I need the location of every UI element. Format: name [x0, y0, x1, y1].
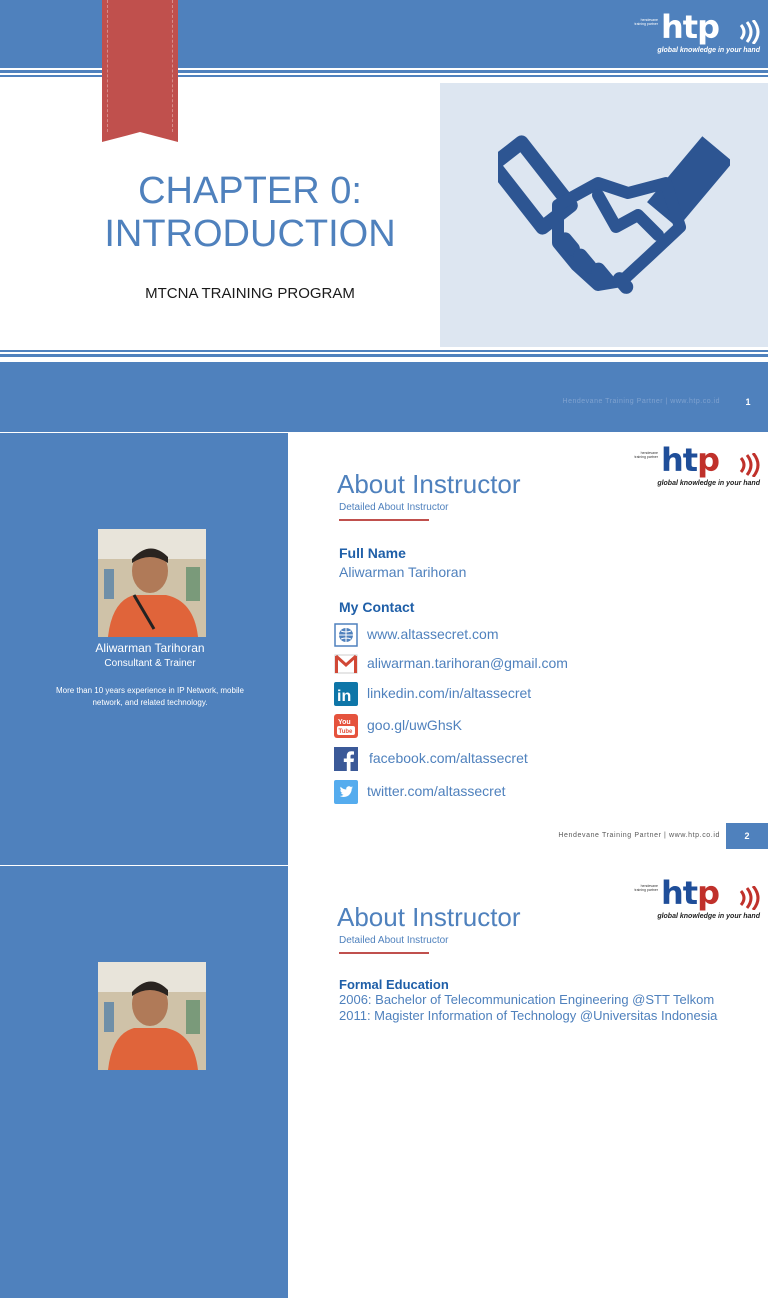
logo-company-text: hendevane training partner: [634, 451, 658, 459]
email-link[interactable]: aliwarman.tarihoran@gmail.com: [367, 655, 568, 671]
youtube-link[interactable]: goo.gl/uwGhsK: [367, 717, 462, 733]
chapter-subtitle: MTCNA TRAINING PROGRAM: [145, 285, 355, 302]
instructor-description: More than 10 years experience in IP Network, mobile network, and related technology.: [56, 686, 244, 707]
linkedin-icon: [334, 682, 358, 706]
facebook-icon: [334, 747, 358, 771]
svg-text:in: in: [337, 688, 352, 705]
linkedin-link[interactable]: linkedin.com/in/altassecret: [367, 685, 532, 701]
title-underline: [339, 519, 429, 521]
youtube-icon: [334, 714, 358, 738]
gmail-icon: [334, 652, 358, 676]
signal-waves-icon: [738, 20, 760, 44]
instructor-photo: [98, 962, 206, 1070]
logo-company-text: hendevane training partner: [634, 884, 658, 892]
slide-bottom-bar: [0, 362, 768, 432]
education-label: Formal Education: [339, 977, 449, 992]
education-item: 2006: Bachelor of Telecommunication Engineering @STT Telkom: [339, 992, 715, 1007]
page-number: 2: [726, 823, 768, 849]
slide-footer: Hendevane Training Partner | www.htp.co.id: [558, 832, 720, 839]
facebook-link[interactable]: facebook.com/altassecret: [369, 750, 528, 766]
globe-icon: [334, 623, 358, 647]
education-item: 2011: Magister Information of Technology @Universitas Indonesia: [339, 1008, 718, 1023]
logo-wordmark: htp: [661, 874, 719, 912]
section-title: About Instructor: [337, 902, 521, 932]
picture-panel: [440, 83, 768, 347]
svg-text:Tube: Tube: [338, 729, 353, 735]
page-number: 1: [745, 397, 751, 407]
logo-company-text: hendevane training partner: [634, 18, 658, 26]
slide-footer: Hendevane Training Partner | www.htp.co.id: [562, 398, 720, 405]
twitter-icon: [334, 780, 358, 804]
instructor-name: Aliwarman Tarihoran: [95, 641, 205, 655]
website-link[interactable]: www.altassecret.com: [367, 626, 499, 642]
handshake-icon: [498, 135, 730, 305]
instructor-panel: [0, 433, 288, 865]
signal-waves-icon: [738, 886, 760, 910]
full-name-label: Full Name: [339, 545, 406, 561]
instructor-photo: [98, 529, 206, 637]
section-title: About Instructor: [337, 469, 521, 499]
contact-label: My Contact: [339, 599, 415, 615]
section-subtitle: Detailed About Instructor: [339, 935, 449, 946]
slide-3: [0, 866, 768, 1298]
logo-tagline: global knowledge in your hand: [657, 47, 760, 54]
logo-wordmark: htp: [661, 441, 719, 479]
chapter-title: CHAPTER 0: INTRODUCTION: [104, 170, 396, 255]
bookmark-ribbon: [102, 0, 178, 142]
logo-tagline: global knowledge in your hand: [657, 913, 760, 920]
instructor-role: Consultant & Trainer: [104, 658, 196, 669]
section-subtitle: Detailed About Instructor: [339, 502, 449, 513]
twitter-link[interactable]: twitter.com/altassecret: [367, 783, 506, 799]
slide-1: [0, 0, 768, 432]
title-underline: [339, 952, 429, 954]
slide-2: [0, 433, 768, 865]
full-name-value: Aliwarman Tarihoran: [339, 564, 467, 580]
signal-waves-icon: [738, 453, 760, 477]
logo-wordmark: htp: [661, 8, 719, 46]
instructor-panel: [0, 866, 288, 1298]
logo-tagline: global knowledge in your hand: [657, 480, 760, 487]
svg-text:You: You: [338, 719, 351, 726]
